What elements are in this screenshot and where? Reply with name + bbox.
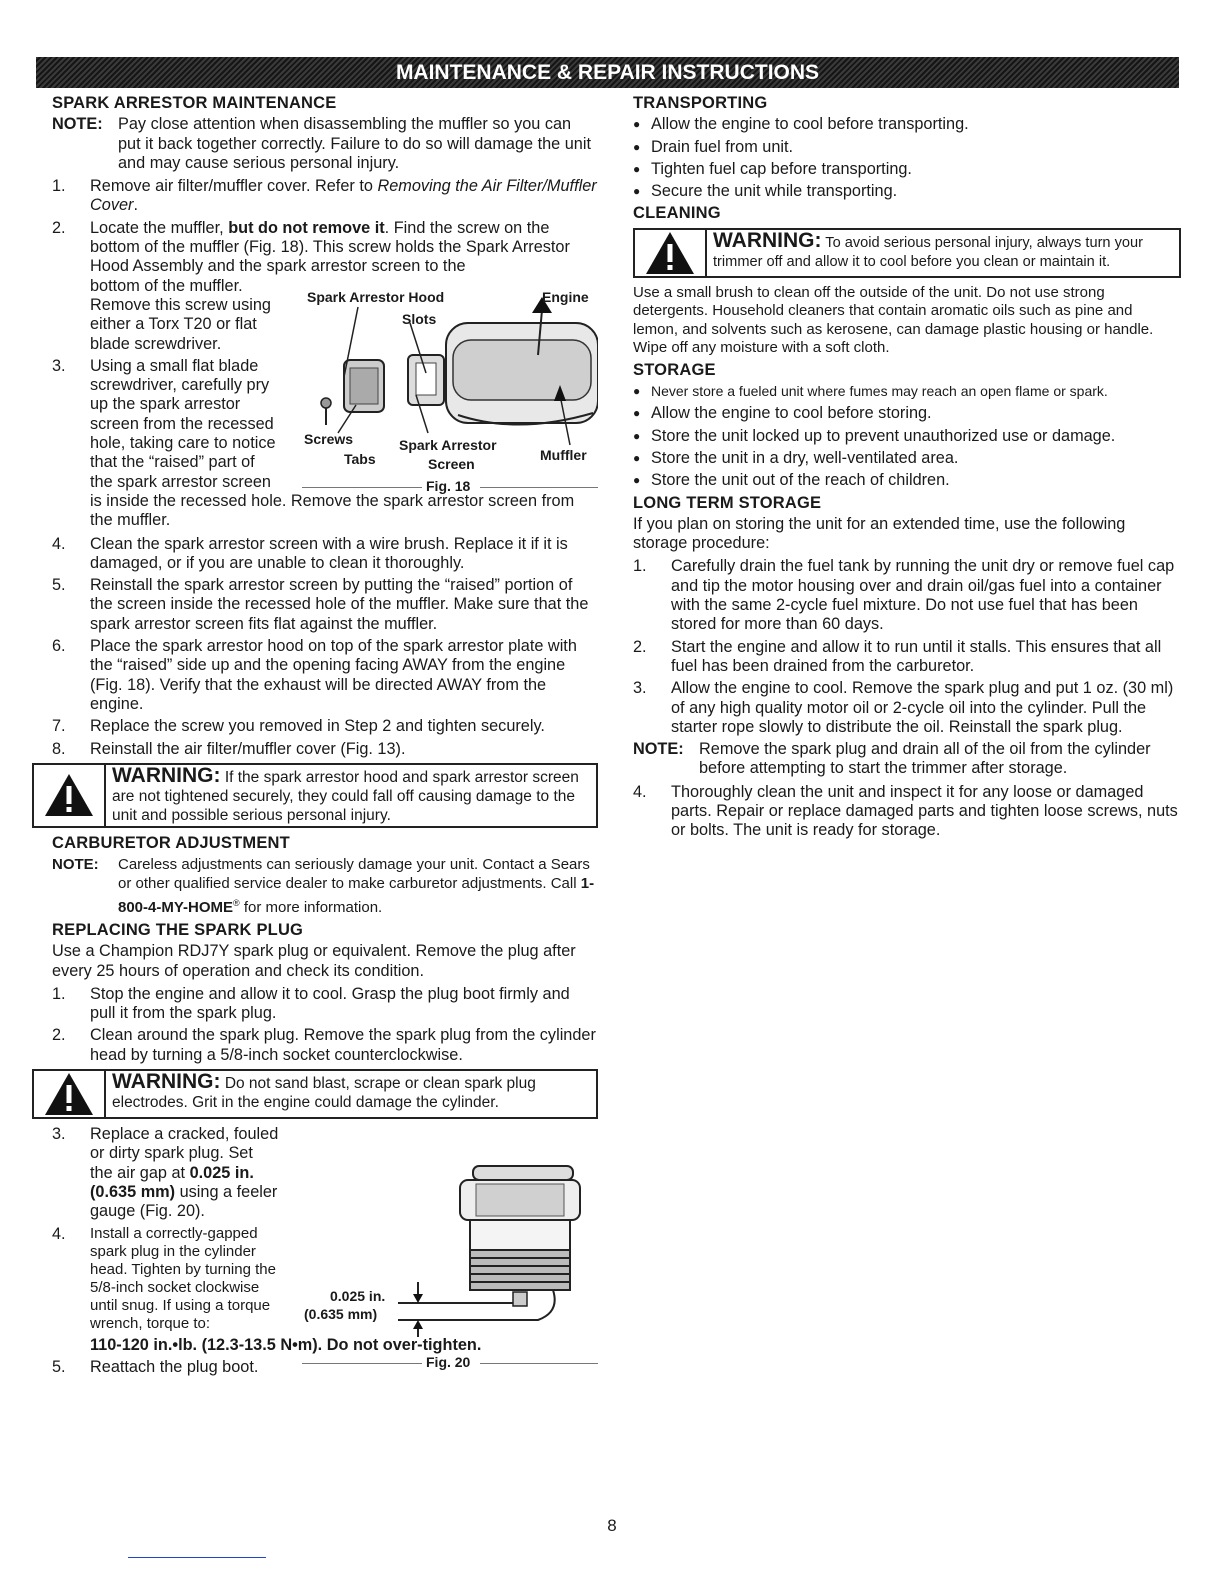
spark-plug-diagram [298, 1162, 598, 1352]
spark-plug-intro: Use a Champion RDJ7Y spark plug or equivalent. Remove the plug after every 25 hours of operation and check its condition. [52, 942, 576, 980]
list-item [633, 404, 1181, 423]
spark-step-2 [52, 219, 598, 277]
step-line: or dirty spark plug. Set [90, 1144, 253, 1163]
spark-step-7 [52, 717, 598, 736]
figure-18-caption: Fig. 18 [426, 478, 471, 494]
step-text: Clean around the spark plug. Remove the spark plug from the cylinder head by turning a 5/8-inch socket counterclockwise. [90, 1026, 596, 1064]
phone-number: 1-800-4-MY-HOME [118, 875, 595, 916]
right-column [633, 94, 1181, 844]
transporting-heading: TRANSPORTING [633, 94, 768, 112]
cleaning-text: Use a small brush to clean off the outside of the unit. Do not use strong detergents. Household cleaners that contain aromatic oils such as pine and lemon, and solvents such as kerosene, can damage plastic housing or handle. Wipe off any moisture with a soft cloth. [633, 283, 1154, 357]
bullet-icon: ● [633, 184, 641, 199]
step-line: blade screwdriver. [90, 334, 222, 353]
step-3-continued: is inside the recessed hole. Remove the spark arrestor screen from the muffler. [90, 491, 575, 530]
note-text: Careless adjustments can seriously damage your unit. Contact a Sears or other qualified service dealer to make carburetor adjustments. Call [118, 856, 590, 893]
section-banner: MAINTENANCE & REPAIR INSTRUCTIONS [36, 57, 1179, 88]
list-item-text: Store the unit locked up to prevent unauthorized use or damage. [651, 426, 1116, 445]
list-item [633, 182, 1181, 201]
step-line: screwdriver, carefully pry [90, 376, 270, 395]
step-line: either a Torx T20 or flat [90, 315, 257, 334]
spark-step-5 [52, 576, 598, 634]
step-number: 1. [52, 984, 66, 1003]
figure-20 [298, 1162, 598, 1352]
step-line: wrench, torque to: [90, 1314, 211, 1332]
step-line: screen from the recessed [90, 414, 274, 433]
bullet-icon: ● [633, 161, 641, 176]
step-text: Reinstall the spark arrestor screen by putting the “raised” portion of the screen inside the recessed hole of the muffler. Make sure that the spark arrestor screen fits flat against the muffler. [90, 576, 589, 633]
storage-heading: STORAGE [633, 360, 716, 379]
warning-box-plug [32, 1069, 598, 1119]
list-item [633, 427, 1181, 446]
list-item-text: Store the unit out of the reach of children. [651, 471, 950, 490]
plug-step-5 [52, 1358, 598, 1377]
step-text: Reattach the plug boot. [90, 1357, 259, 1376]
cleaning-heading: CLEANING [633, 204, 721, 223]
figure-18 [298, 285, 598, 495]
step-line: the spark arrestor screen [90, 472, 271, 491]
step-line: the air gap at [90, 1163, 190, 1182]
bullet-icon: ● [633, 406, 641, 421]
spark-step-6 [52, 637, 598, 714]
step-text: Thoroughly clean the unit and inspect it for any loose or damaged parts. Repair or replace damaged parts and tighten loose screws, nuts or bolts. The unit is ready for storage. [671, 782, 1178, 840]
bullet-icon: ● [633, 473, 641, 488]
warning-triangle-icon [34, 1071, 106, 1117]
warning-text: If the spark arrestor hood and spark arrestor screen are not tightened securely, they could fall off causing damage to the unit and possible serious personal injury. [112, 768, 579, 824]
plug-step-1 [52, 985, 598, 1024]
spark-step-4 [52, 535, 598, 574]
list-item [633, 115, 1181, 134]
step-line: head. Tighten by turning the [90, 1260, 276, 1278]
figure-rule [302, 487, 422, 488]
gap-value: 0.025 in. [189, 1163, 254, 1182]
step-text: Locate the muffler, [90, 218, 229, 237]
step-number: 8. [52, 739, 66, 758]
figure-rule [480, 1363, 598, 1364]
warning-title: WARNING: [112, 763, 221, 787]
list-item-text: Tighten fuel cap before transporting. [651, 159, 912, 178]
step-number: 2. [52, 218, 66, 237]
step-text: Stop the engine and allow it to cool. Grasp the plug boot firmly and pull it from the spark plug. [90, 984, 570, 1023]
step-line: bottom of the muffler. [90, 276, 243, 295]
spark-plug-heading: REPLACING THE SPARK PLUG [52, 920, 304, 939]
step-line: up the spark arrestor [90, 395, 241, 414]
step-number: 3. [52, 356, 66, 375]
step-text: . Find the screw on the bottom of the muffler (Fig. 18). This screw holds the Spark Arrestor Hood Assembly and the spark arrestor screen to the [90, 218, 570, 276]
list-item-text: Never store a fueled unit where fumes may reach an open flame or spark. [651, 383, 1108, 400]
spark-step-8 [52, 740, 598, 759]
spark-arrestor-heading: SPARK ARRESTOR MAINTENANCE [52, 94, 337, 112]
step-number: 5. [52, 576, 66, 595]
step-line: that the “raised” part of [90, 453, 255, 472]
step-text: Remove air filter/muffler cover. Refer to [90, 177, 378, 196]
step-line: Replace a cracked, fouled [90, 1125, 279, 1144]
label-slots: Slots [402, 311, 437, 327]
note-label: NOTE: [52, 856, 99, 874]
step-number: 1. [52, 177, 66, 196]
step-number: 2. [52, 1026, 66, 1045]
carburetor-heading: CARBURETOR ADJUSTMENT [52, 833, 290, 852]
label-gap-inches: 0.025 in. [330, 1288, 386, 1304]
transporting-list [633, 115, 1181, 201]
warning-box-spark [32, 763, 598, 828]
bullet-icon: ● [633, 450, 641, 465]
bottom-underline [128, 1557, 266, 1558]
page-number: 8 [607, 1516, 617, 1535]
storage-list [633, 382, 1181, 490]
step-text: Clean the spark arrestor screen with a wire brush. Replace it if it is damaged, or if you are unable to clean it thoroughly. [90, 534, 568, 572]
bullet-icon: ● [633, 428, 641, 443]
label-gap-mm: (0.635 mm) [304, 1306, 378, 1322]
warning-title: WARNING: [713, 228, 822, 252]
step-text: Allow the engine to cool. Remove the spark plug and put 1 oz. (30 ml) of any high quality motor oil or 2-cycle oil into the cylinder. Pull the starter rope slowly to distribute the oil. Reinstall the spark plug. [671, 679, 1174, 736]
figure-rule [302, 1363, 422, 1364]
step-text: Carefully drain the fuel tank by running the unit dry or remove fuel cap and tip the motor housing over and drain oil/gas fuel into a container with the same 2-cycle fuel mixture. Do not use fuel that has been stored for more than 60 days. [671, 557, 1175, 634]
step-number: 1. [633, 557, 647, 576]
step-text: Replace the screw you removed in Step 2 and tighten securely. [90, 717, 545, 736]
long-term-intro: If you plan on storing the unit for an extended time, use the following storage procedure: [633, 514, 1126, 553]
label-spark-arrestor: Spark Arrestor [399, 437, 497, 453]
label-engine: Engine [542, 289, 589, 305]
label-tabs: Tabs [344, 451, 376, 467]
label-muffler: Muffler [540, 447, 587, 463]
figure-rule [480, 487, 598, 488]
note-label: NOTE: [633, 740, 684, 759]
label-screen: Screen [428, 456, 475, 472]
note-text: Remove the spark plug and drain all of the oil from the cylinder before attempting to start the trimmer after storage. [699, 740, 1151, 778]
step-number: 2. [633, 637, 647, 656]
list-item-text: Store the unit in a dry, well-ventilated area. [651, 448, 959, 467]
list-item [633, 449, 1181, 468]
registered-mark: ® [233, 897, 240, 908]
list-item [633, 471, 1181, 490]
step-number: 4. [633, 782, 647, 801]
storage-step-3 [633, 679, 1181, 737]
step-line: Install a correctly-gapped [90, 1224, 258, 1242]
step-number: 4. [52, 534, 66, 553]
bullet-icon: ● [633, 117, 641, 132]
step-line: gauge (Fig. 20). [90, 1202, 205, 1221]
warning-title: WARNING: [112, 1070, 221, 1094]
warning-text: Do not sand blast, scrape or clean spark plug electrodes. Grit in the engine could damage the cylinder. [112, 1075, 536, 1112]
spark-step-2-wrap [52, 277, 310, 354]
step-reference: Removing the Air Filter/Muffler Cover [90, 177, 597, 215]
step-line: until snug. If using a torque [90, 1296, 271, 1314]
step-text: Place the spark arrestor hood on top of the spark arrestor plate with the “raised” side up and the opening facing AWAY from the engine (Fig. 18). Verify that the exhaust will be directed AWAY from the engine. [90, 637, 577, 713]
spark-note [52, 115, 598, 173]
list-item-text: Allow the engine to cool before storing. [651, 404, 932, 423]
step-line: spark plug in the cylinder [90, 1242, 256, 1260]
warning-box-cleaning [633, 228, 1181, 278]
long-term-storage-heading: LONG TERM STORAGE [633, 493, 822, 512]
step-emphasis: but do not remove it [228, 218, 385, 237]
step-number: 4. [52, 1224, 66, 1243]
plug-step-2 [52, 1026, 598, 1065]
carb-note [52, 855, 598, 917]
note-text: for more information. [239, 898, 383, 916]
list-item-text: Drain fuel from unit. [651, 137, 794, 156]
note-text: Pay close attention when disassembling the muffler so you can put it back together correctly. Failure to do so will damage the unit and may cause serious personal injury. [118, 115, 591, 172]
list-item [633, 138, 1181, 157]
step-line: using a feeler [175, 1182, 278, 1201]
label-screws: Screws [304, 431, 354, 447]
figure-20-caption: Fig. 20 [426, 1354, 471, 1370]
warning-triangle-icon [635, 230, 707, 276]
bullet-icon: ● [633, 384, 641, 399]
list-item [633, 382, 1181, 401]
spark-step-1: 1. Remove air filter/muffler cover. Refer to Removing the Air Filter/Muffler Cover. [52, 177, 597, 215]
step-number: 6. [52, 637, 66, 656]
step-text: Reinstall the air filter/muffler cover (Fig. 13). [90, 739, 406, 758]
storage-note [633, 740, 1181, 779]
warning-triangle-icon [34, 765, 106, 826]
storage-step-2 [633, 638, 1181, 677]
gap-value: (0.635 mm) [90, 1182, 176, 1201]
step-number: 3. [633, 679, 647, 698]
torque-spec: 110-120 in.•lb. (12.3-13.5 N•m). Do not over-tighten. [90, 1335, 482, 1354]
step-number: 5. [52, 1357, 66, 1376]
warning-text: To avoid serious personal injury, always turn your trimmer off and allow it to cool before you clean or maintain it. [713, 234, 1143, 270]
step-text: Start the engine and allow it to run until it stalls. This ensures that all fuel has been drained from the carburetor. [671, 637, 1162, 675]
note-label: NOTE: [52, 115, 103, 134]
list-item-text: Allow the engine to cool before transporting. [651, 115, 969, 134]
storage-step-4 [633, 783, 1181, 841]
step-number: 3. [52, 1125, 66, 1144]
step-line: 5/8-inch socket clockwise [90, 1278, 260, 1296]
list-item-text: Secure the unit while transporting. [651, 182, 898, 201]
step-line: hole, taking care to notice [90, 434, 276, 453]
step-number: 7. [52, 717, 66, 736]
step-line: Using a small flat blade [90, 356, 259, 375]
storage-step-1 [633, 557, 1181, 634]
step-line: Remove this screw using [90, 295, 271, 314]
bullet-icon: ● [633, 139, 641, 154]
label-spark-arrestor-hood: Spark Arrestor Hood [307, 289, 445, 305]
list-item [633, 160, 1181, 179]
